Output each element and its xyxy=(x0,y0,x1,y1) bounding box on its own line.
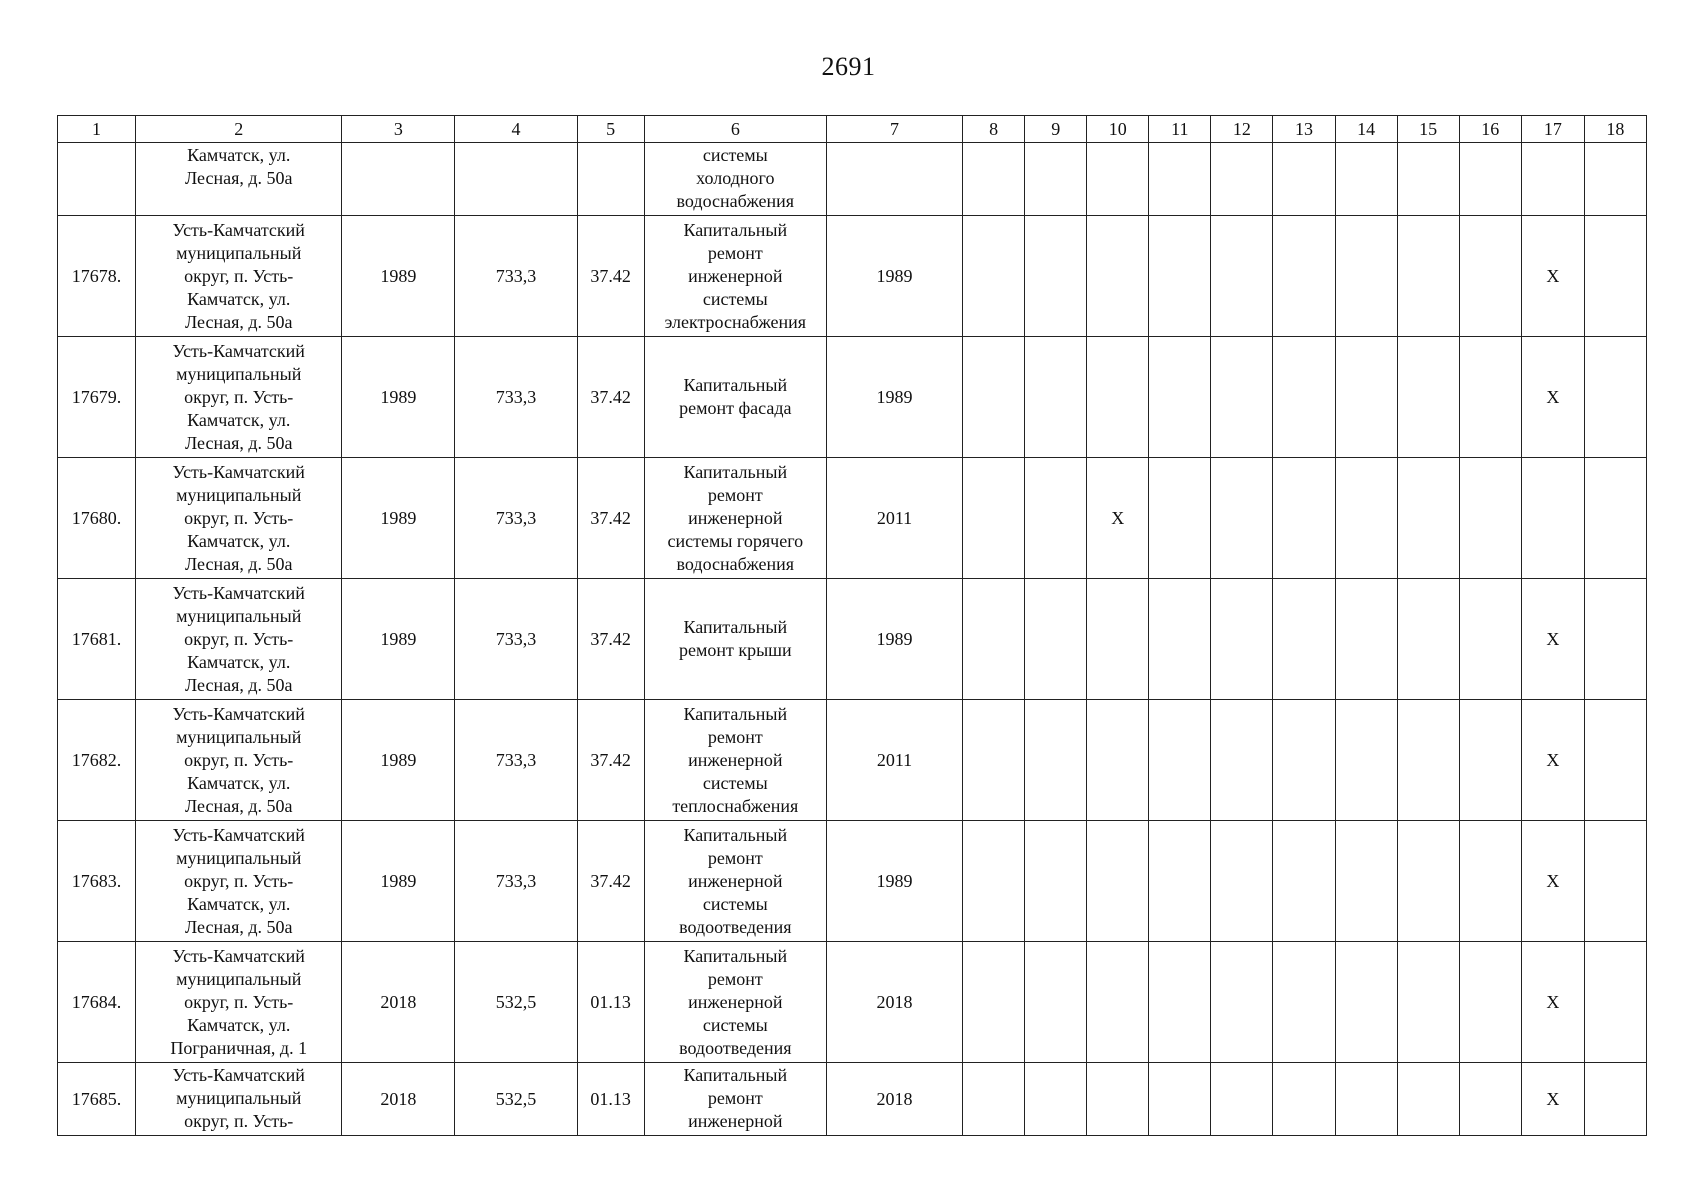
cell-mark xyxy=(1335,700,1397,821)
cell-mark xyxy=(1149,337,1211,458)
cell-mark xyxy=(1025,942,1087,1063)
cell-mark xyxy=(963,337,1025,458)
column-header: 2 xyxy=(136,116,342,143)
column-header: 14 xyxy=(1335,116,1397,143)
cell-mark xyxy=(1397,143,1459,216)
cell-work-year: 2018 xyxy=(826,1063,962,1136)
cell-mark xyxy=(1211,337,1273,458)
column-header: 15 xyxy=(1397,116,1459,143)
cell-area: 532,5 xyxy=(455,942,577,1063)
cell-mark xyxy=(1459,337,1521,458)
cell-mark xyxy=(1087,143,1149,216)
cell-area: 733,3 xyxy=(455,821,577,942)
cell-mark xyxy=(1459,700,1521,821)
cell-mark xyxy=(1211,700,1273,821)
cell-mark: Х xyxy=(1521,579,1584,700)
cell-number: 17685. xyxy=(58,1063,136,1136)
cell-work-year: 1989 xyxy=(826,821,962,942)
column-header: 1 xyxy=(58,116,136,143)
continuation-row xyxy=(58,143,1647,216)
cell-mark xyxy=(1149,216,1211,337)
cell-mark xyxy=(1211,821,1273,942)
cell-mark: Х xyxy=(1521,821,1584,942)
column-header: 11 xyxy=(1149,116,1211,143)
column-header: 10 xyxy=(1087,116,1149,143)
cell-mark xyxy=(1335,337,1397,458)
cell-mark xyxy=(1211,143,1273,216)
cell-mark xyxy=(1335,216,1397,337)
cell-mark xyxy=(1521,143,1584,216)
cell-mark xyxy=(1087,579,1149,700)
cell-code: 37.42 xyxy=(577,337,644,458)
cell-address: Усть-Камчатский муниципальный округ, п. Усть- Камчатск, ул. Лесная, д. 50а xyxy=(136,821,342,942)
cell-mark xyxy=(963,216,1025,337)
cell-work: системы холодного водоснабжения xyxy=(644,143,826,216)
column-header-row xyxy=(58,116,1647,143)
table-body xyxy=(58,143,1647,1136)
cell-mark xyxy=(1087,700,1149,821)
cell-mark xyxy=(1584,821,1646,942)
cell-mark xyxy=(1087,942,1149,1063)
column-header: 6 xyxy=(644,116,826,143)
cell-mark xyxy=(963,1063,1025,1136)
page-number: 2691 xyxy=(821,52,876,81)
cell-mark xyxy=(1459,458,1521,579)
cell-mark xyxy=(1397,579,1459,700)
cell-mark xyxy=(1459,143,1521,216)
cell-year xyxy=(342,143,455,216)
column-header: 13 xyxy=(1273,116,1335,143)
cell-year: 1989 xyxy=(342,821,455,942)
cell-mark xyxy=(1025,1063,1087,1136)
cell-mark xyxy=(1335,942,1397,1063)
cell-work-year: 2011 xyxy=(826,458,962,579)
cell-mark xyxy=(1211,216,1273,337)
cell-area: 733,3 xyxy=(455,216,577,337)
cell-mark xyxy=(1025,821,1087,942)
table-row xyxy=(58,942,1647,1063)
cell-mark xyxy=(1211,579,1273,700)
cell-mark xyxy=(1273,337,1335,458)
cell-mark xyxy=(1273,1063,1335,1136)
cell-mark xyxy=(1459,821,1521,942)
cell-address: Усть-Камчатский муниципальный округ, п. Усть- Камчатск, ул. Лесная, д. 50а xyxy=(136,337,342,458)
cell-mark xyxy=(1025,458,1087,579)
cell-mark xyxy=(1149,821,1211,942)
cell-address: Усть-Камчатский муниципальный округ, п. Усть- Камчатск, ул. Лесная, д. 50а xyxy=(136,700,342,821)
column-header: 12 xyxy=(1211,116,1273,143)
cell-mark xyxy=(1335,458,1397,579)
cell-mark xyxy=(963,942,1025,1063)
cell-mark xyxy=(1397,458,1459,579)
cell-year: 2018 xyxy=(342,942,455,1063)
cell-mark xyxy=(1397,700,1459,821)
cell-address: Камчатск, ул. Лесная, д. 50а xyxy=(136,143,342,216)
cell-mark xyxy=(1025,143,1087,216)
cell-work: Капитальный ремонт инженерной системы электроснабжения xyxy=(644,216,826,337)
cell-area: 532,5 xyxy=(455,1063,577,1136)
cell-code: 37.42 xyxy=(577,458,644,579)
cell-area: 733,3 xyxy=(455,337,577,458)
cell-mark xyxy=(1149,700,1211,821)
cell-work: Капитальный ремонт инженерной системы горячего водоснабжения xyxy=(644,458,826,579)
cell-mark xyxy=(1397,821,1459,942)
column-header: 9 xyxy=(1025,116,1087,143)
cell-mark xyxy=(1211,458,1273,579)
cell-year: 1989 xyxy=(342,216,455,337)
cell-mark: Х xyxy=(1521,700,1584,821)
cell-work-year xyxy=(826,143,962,216)
column-header: 5 xyxy=(577,116,644,143)
cell-mark xyxy=(1521,458,1584,579)
cell-work: Капитальный ремонт фасада xyxy=(644,337,826,458)
cell-mark xyxy=(1025,579,1087,700)
cell-work: Капитальный ремонт инженерной системы водоотведения xyxy=(644,821,826,942)
cell-mark xyxy=(1273,458,1335,579)
cell-mark xyxy=(1273,216,1335,337)
cell-work: Капитальный ремонт инженерной системы теплоснабжения xyxy=(644,700,826,821)
cell-work-year: 2011 xyxy=(826,700,962,821)
cell-work-year: 2018 xyxy=(826,942,962,1063)
cell-mark xyxy=(1273,579,1335,700)
cell-year: 1989 xyxy=(342,579,455,700)
cell-number: 17684. xyxy=(58,942,136,1063)
cell-mark xyxy=(1149,579,1211,700)
cell-address: Усть-Камчатский муниципальный округ, п. Усть- xyxy=(136,1063,342,1136)
cell-year: 1989 xyxy=(342,337,455,458)
cell-code: 37.42 xyxy=(577,821,644,942)
cell-code: 01.13 xyxy=(577,942,644,1063)
cell-mark xyxy=(1025,216,1087,337)
cell-area: 733,3 xyxy=(455,579,577,700)
cell-mark xyxy=(1149,942,1211,1063)
cell-code: 37.42 xyxy=(577,579,644,700)
cell-mark xyxy=(1397,1063,1459,1136)
cell-mark xyxy=(1335,143,1397,216)
cell-mark xyxy=(1087,821,1149,942)
cell-address: Усть-Камчатский муниципальный округ, п. Усть- Камчатск, ул. Лесная, д. 50а xyxy=(136,216,342,337)
cell-work: Капитальный ремонт инженерной xyxy=(644,1063,826,1136)
cell-code xyxy=(577,143,644,216)
cell-mark xyxy=(1584,216,1646,337)
cell-number: 17680. xyxy=(58,458,136,579)
cell-area xyxy=(455,143,577,216)
cell-mark xyxy=(963,458,1025,579)
cell-mark xyxy=(1025,700,1087,821)
cell-number: 17682. xyxy=(58,700,136,821)
cell-mark: Х xyxy=(1087,458,1149,579)
cell-mark: Х xyxy=(1521,1063,1584,1136)
cell-mark: Х xyxy=(1521,337,1584,458)
cell-mark xyxy=(1584,337,1646,458)
table-row xyxy=(58,216,1647,337)
cell-code: 37.42 xyxy=(577,216,644,337)
cell-mark xyxy=(1335,1063,1397,1136)
column-header: 18 xyxy=(1584,116,1646,143)
cell-mark: Х xyxy=(1521,216,1584,337)
column-header: 8 xyxy=(963,116,1025,143)
cell-area: 733,3 xyxy=(455,700,577,821)
cell-address: Усть-Камчатский муниципальный округ, п. Усть- Камчатск, ул. Лесная, д. 50а xyxy=(136,579,342,700)
cell-mark xyxy=(1087,1063,1149,1136)
cell-mark xyxy=(1584,143,1646,216)
cell-mark xyxy=(1335,579,1397,700)
cell-mark xyxy=(1149,1063,1211,1136)
cell-mark xyxy=(963,700,1025,821)
table-row xyxy=(58,337,1647,458)
registry-table xyxy=(57,115,1647,1136)
cell-mark xyxy=(1584,458,1646,579)
column-header: 7 xyxy=(826,116,962,143)
cell-mark xyxy=(1459,1063,1521,1136)
cell-mark xyxy=(1459,579,1521,700)
cell-mark xyxy=(1025,337,1087,458)
cell-mark: Х xyxy=(1521,942,1584,1063)
cell-address: Усть-Камчатский муниципальный округ, п. Усть- Камчатск, ул. Пограничная, д. 1 xyxy=(136,942,342,1063)
cell-mark xyxy=(1335,821,1397,942)
cell-mark xyxy=(1273,143,1335,216)
cell-year: 2018 xyxy=(342,1063,455,1136)
cell-mark xyxy=(1459,942,1521,1063)
cell-mark xyxy=(963,143,1025,216)
table-row xyxy=(58,1063,1647,1136)
cell-mark xyxy=(1087,216,1149,337)
cell-mark xyxy=(1211,942,1273,1063)
cell-mark xyxy=(1584,579,1646,700)
column-header: 3 xyxy=(342,116,455,143)
cell-number: 17681. xyxy=(58,579,136,700)
cell-mark xyxy=(1397,216,1459,337)
cell-address: Усть-Камчатский муниципальный округ, п. Усть- Камчатск, ул. Лесная, д. 50а xyxy=(136,458,342,579)
table-row xyxy=(58,458,1647,579)
cell-mark xyxy=(1584,700,1646,821)
cell-work-year: 1989 xyxy=(826,337,962,458)
cell-number: 17678. xyxy=(58,216,136,337)
cell-mark xyxy=(1584,1063,1646,1136)
cell-work-year: 1989 xyxy=(826,579,962,700)
cell-mark xyxy=(1273,700,1335,821)
cell-mark xyxy=(1149,143,1211,216)
cell-work: Капитальный ремонт инженерной системы водоотведения xyxy=(644,942,826,1063)
cell-mark xyxy=(1273,821,1335,942)
cell-number xyxy=(58,143,136,216)
table-row xyxy=(58,579,1647,700)
cell-mark xyxy=(1459,216,1521,337)
column-header: 4 xyxy=(455,116,577,143)
cell-mark xyxy=(1273,942,1335,1063)
cell-mark xyxy=(1149,458,1211,579)
table-row xyxy=(58,821,1647,942)
table-row xyxy=(58,700,1647,821)
cell-area: 733,3 xyxy=(455,458,577,579)
column-header: 16 xyxy=(1459,116,1521,143)
cell-number: 17679. xyxy=(58,337,136,458)
cell-mark xyxy=(1584,942,1646,1063)
cell-work-year: 1989 xyxy=(826,216,962,337)
cell-mark xyxy=(1087,337,1149,458)
cell-year: 1989 xyxy=(342,458,455,579)
cell-mark xyxy=(1397,337,1459,458)
cell-code: 37.42 xyxy=(577,700,644,821)
cell-mark xyxy=(963,821,1025,942)
cell-code: 01.13 xyxy=(577,1063,644,1136)
cell-mark xyxy=(963,579,1025,700)
column-header: 17 xyxy=(1521,116,1584,143)
cell-mark xyxy=(1397,942,1459,1063)
cell-work: Капитальный ремонт крыши xyxy=(644,579,826,700)
cell-mark xyxy=(1211,1063,1273,1136)
cell-number: 17683. xyxy=(58,821,136,942)
cell-year: 1989 xyxy=(342,700,455,821)
